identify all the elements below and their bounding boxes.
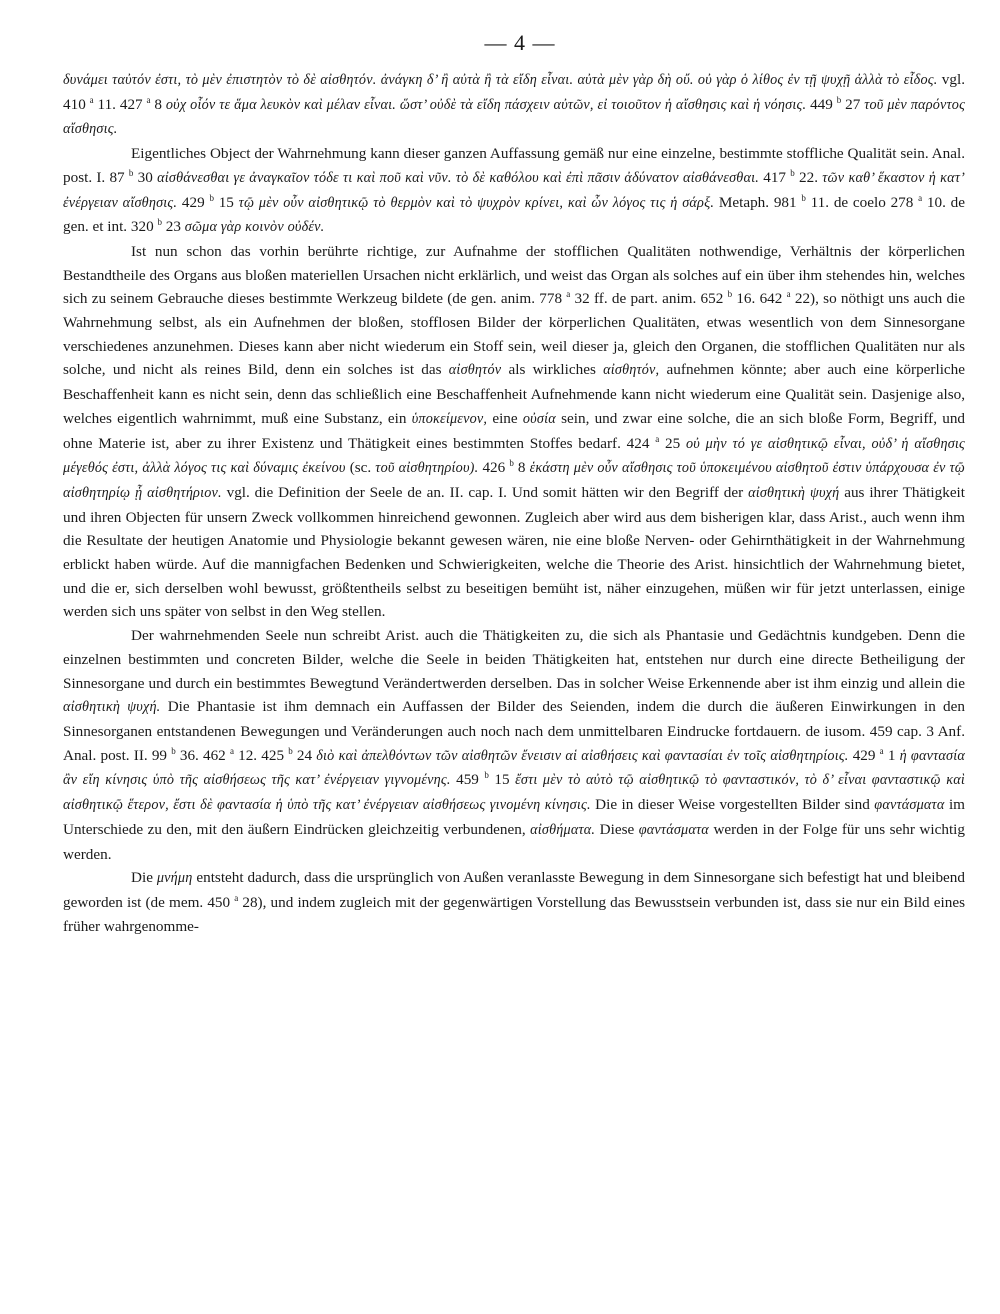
folio-side-marker: b bbox=[209, 192, 214, 203]
text-run: 426 bbox=[478, 459, 510, 477]
folio-side-marker: a bbox=[655, 433, 660, 444]
text-run: 32 ff. de part. anim. 652 bbox=[570, 290, 728, 308]
greek-quotation: ἑκάστη μὲν οὖν αἴσθησις τοῦ ὑποκειμένου αἰσθητοῦ ἐστιν ὑπάρχουσα ἐν τῷ αἰσθητηρίῳ ᾗ αἰσθητήριον. bbox=[63, 460, 966, 501]
greek-quotation: σῶμα γὰρ κοινὸν οὐδέν. bbox=[184, 219, 325, 236]
text-run: 25 bbox=[659, 434, 686, 452]
paragraph bbox=[63, 240, 965, 624]
text-run: Ist nun schon das vorhin berührte richtige, zur Aufnahme der stofflichen Qualitäten nothwendige, Verhältnis der körperlichen Bestandtheile des Organs aus bloßen materiellen Ursachen nicht erklärlich, und weist das Organ als solches auf ein über ihm stehendes hin, welches sich zu seinem Gebrauche dieses bestimmte Werkzeug bildete (de gen. anim. 778 bbox=[63, 242, 965, 308]
text-run: 36. 462 bbox=[175, 746, 230, 764]
text-run: Eigentliches Object der Wahrnehmung kann dieser ganzen Auffassung gemäß nur eine einzelne, bestimmte stoffliche Qualität sein. Anal. post. I. 87 bbox=[63, 145, 965, 186]
text-run: Die Phantasie ist ihm demnach ein Auffassen der Bilder des Seienden, indem die durch die äußeren Einwirkungen in den Sinnesorganen entstandenen Bewegungen und Veränderungen auch noch nach dem unmittelbaren Eindrucke fortdauern. de iusom. 459 cap. 3 Anf. Anal. post. II. 99 bbox=[63, 698, 965, 764]
folio-side-marker: b bbox=[484, 770, 489, 781]
folio-side-marker: b bbox=[790, 167, 795, 178]
greek-quotation: ὑποκείμενον, bbox=[411, 410, 488, 427]
text-run: Der wahrnehmenden Seele nun schreibt Arist. auch die Thätigkeiten zu, die sich als Phantasie und Gedächtnis kundgeben. Denn die einzelnen bestimmten und concreten Bilder, welche die Seele in beiden Thätigkeiten hat, entstehen nur durch eine directe Betheiligung der Sinnesorgane und durch ein bestimmtes Bewegtund Verändertwerden derselben. Das in solcher Weise Erkennende aber ist ihm einzig und allein die bbox=[63, 627, 965, 692]
text-run: 22), so nöthigt uns auch die Wahrnehmung selbst, als ein Aufnehmen der bloßen, stofflosen Bilder der körperlichen Qualitäten, etwas wesentlich von dem Sinnesorgane verschiedenes anzunehmen. Dieses kann aber nicht wiederum ein Stoff sein, weil dieser ja, gleich den Organen, die stofflichen Qualitäten nur als solche, und nicht als reines Bild, denn ein solches ist das bbox=[63, 290, 966, 379]
text-run: im Unterschiede zu den, mit den äußern Eindrücken gleichzeitig verbundenen, bbox=[63, 796, 965, 838]
greek-quotation: τῶν καθ’ ἕκαστον ἡ κατ’ ἐνέργειαν αἴσθησις. bbox=[63, 169, 966, 211]
folio-side-marker: b bbox=[128, 167, 134, 178]
greek-quotation: ἡ φαντασία ἂν εἴη κίνησις ὑπὸ τῆς αἰσθήσεως τῆς κατ’ ἐνέργειαν γιγνομένης. bbox=[63, 747, 966, 789]
text-run: 1 bbox=[883, 746, 900, 764]
paragraph bbox=[63, 624, 965, 866]
folio-side-marker: a bbox=[918, 192, 923, 203]
text-run: Diese bbox=[595, 820, 639, 838]
text-run: vgl. 410 bbox=[63, 71, 965, 113]
greek-quotation: οὐ μὴν τό γε αἰσθητικῷ εἶναι, οὐδ’ ἡ αἴσθησις μέγεθός ἐστι, ἀλλὰ λόγος τις καὶ δύναμις ἐκείνου bbox=[63, 435, 966, 477]
text-run: sein, und zwar eine solche, die an sich bloße Form, Begriff, und ohne Materie ist, aber zu ihrer Existenz und Thätigkeit eines bestimmten Stoffes bedarf. 424 bbox=[63, 409, 966, 452]
text-run: eine bbox=[487, 409, 523, 427]
greek-quotation: αἰσθήματα. bbox=[530, 821, 596, 838]
folio-side-marker: a bbox=[234, 892, 239, 903]
greek-quotation: αἰσθάνεσθαι γε ἀναγκαῖον τόδε τι καὶ ποῦ καὶ νῦν. τὸ δὲ καθόλου καὶ ἐπὶ πᾶσιν ἀδύνατον αἰσθάνεσθαι. bbox=[157, 169, 759, 186]
text-run: 429 bbox=[848, 746, 880, 764]
folio-side-marker: b bbox=[157, 217, 162, 228]
greek-quotation: φαντάσματα bbox=[874, 797, 945, 814]
text-run: (sc. bbox=[345, 459, 376, 477]
text-run: Die bbox=[131, 869, 157, 887]
text-run: entsteht dadurch, dass die ursprünglich von Außen veranlasste Bewegung in dem Sinnesorgane sich befestigt hat und bleibend geworden ist (de mem. 450 bbox=[63, 869, 965, 911]
text-run: Die in dieser Weise vorgestellten Bilder sind bbox=[590, 796, 875, 814]
greek-quotation: μνήμη bbox=[156, 870, 193, 887]
greek-quotation: τῷ μὲν οὖν αἰσθητικῷ τὸ θερμὸν καὶ τὸ ψυχρὸν κρίνει, καὶ ὧν λόγος τις ἡ σάρξ. bbox=[238, 194, 715, 211]
text-run: 417 bbox=[759, 168, 791, 186]
text-run: 30 bbox=[133, 168, 158, 186]
text-run: 27 bbox=[841, 95, 865, 113]
paragraph bbox=[63, 866, 965, 938]
text-run: 8 bbox=[513, 459, 530, 477]
text-run: 24 bbox=[292, 746, 317, 764]
text-run: aus ihrer Thätigkeit und ihren Objecten für unsern Zweck vollkommen hinreichend gewonnen. Zugleich aber wird aus dem bisherigen klar, dass Arist., auch wenn ihm die Resultate der heutigen Anatomie und Physiologie bekannt gewesen wären, nie eine bloße Nerven- oder Gehirnthätigkeit in der Wahrnehmung erblickt haben würde. Auf die mannigfachen Bedenken und Schwierigkeiten, welche die Theorie des Arist. hinsichtlich der Wahrnehmung bietet, und die er, sich derselben wohl bewusst, größtentheils selbst zu beseitigen bemüht ist, näher einzugehen, müßen wir für jetzt unterlassen, einige werden sich uns später von selbst in den Weg stellen. bbox=[63, 483, 965, 621]
page-number: — 4 — bbox=[484, 30, 556, 55]
text-run: 28), und indem zugleich mit der gegenwärtigen Vorstellung das Bewusstsein verbunden ist, dass sie nur ein Bild eines früher wahrgenomme- bbox=[63, 893, 965, 935]
folio-side-marker: a bbox=[146, 94, 151, 105]
folio-side-marker: a bbox=[229, 745, 234, 756]
text-run: 12. 425 bbox=[233, 746, 289, 764]
text-run: 429 bbox=[177, 193, 210, 211]
folio-side-marker: a bbox=[786, 289, 791, 300]
text-run: 11. 427 bbox=[93, 95, 147, 113]
text-run: 16. 642 bbox=[732, 290, 787, 308]
text-run: 8 bbox=[150, 95, 166, 113]
greek-quotation: φαντάσματα bbox=[638, 821, 709, 838]
text-run: als wirkliches bbox=[501, 361, 604, 379]
text-run: 22. bbox=[794, 168, 823, 186]
text-run: werden in der Folge für uns sehr wichtig werden. bbox=[63, 820, 965, 863]
text-run: 15 bbox=[488, 771, 516, 789]
greek-quotation: αἰσθητόν bbox=[448, 362, 502, 379]
folio-side-marker: b bbox=[509, 458, 514, 469]
text-run: 459 bbox=[450, 771, 485, 789]
folio-side-marker: b bbox=[836, 94, 842, 105]
greek-quotation: ἔστι μὲν τὸ αὐτὸ τῷ αἰσθητικῷ τὸ φανταστικόν, τὸ δ’ εἶναι φανταστικῷ καὶ αἰσθητικῷ ἕτερον, ἔστι δὲ φαντασία ἡ ὑπὸ τῆς κατ’ ἐνέργειαν αἰσθήσεως γινομένη κίνησις. bbox=[63, 772, 966, 814]
greek-quotation: τοῦ μὲν παρόντος αἴσθησις. bbox=[63, 96, 966, 138]
greek-quotation: οὐσία bbox=[522, 410, 556, 427]
folio-side-marker: b bbox=[727, 289, 733, 300]
text-run: 449 bbox=[806, 95, 837, 113]
greek-quotation: αἰσθητικὴ ψυχή. bbox=[63, 699, 161, 716]
text-run: 10. de gen. et int. 320 bbox=[63, 193, 965, 236]
greek-quotation: οὐχ οἷόν τε ἅμα λευκὸν καὶ μέλαν εἶναι. ὥστ’ οὐδὲ τὰ εἴδη πάσχειν αὐτῶν, εἰ τοιοῦτον ἡ αἴσθησις καὶ ἡ νόησις. bbox=[165, 96, 807, 113]
paragraph bbox=[63, 142, 965, 240]
paragraph bbox=[63, 68, 965, 142]
text-run: Metaph. 981 bbox=[714, 193, 802, 211]
greek-quotation: αἰσθητικὴ ψυχή bbox=[748, 484, 840, 501]
folio-side-marker: b bbox=[801, 192, 806, 203]
greek-quotation: δυνάμει ταὐτόν ἐστι, τὸ μὲν ἐπιστητὸν τὸ δὲ αἰσθητόν. ἀνάγκη δ’ ἢ αὐτὰ ἢ τὰ εἴδη εἶναι. αὐτὰ μὲν γὰρ δὴ οὔ. οὐ γὰρ ὁ λίθος ἐν τῇ ψυχῇ ἀλλὰ τὸ εἶδος. bbox=[63, 72, 938, 88]
text-run: vgl. die Definition der Seele de an. II. cap. I. Und somit hätten wir den Begriff der bbox=[221, 483, 749, 501]
text-run: 11. de coelo 278 bbox=[805, 193, 919, 211]
folio-side-marker: a bbox=[89, 94, 94, 105]
greek-quotation: αἰσθητόν, bbox=[603, 362, 660, 379]
greek-quotation: τοῦ αἰσθητηρίου). bbox=[375, 460, 479, 477]
folio-side-marker: b bbox=[171, 745, 176, 756]
folio-side-marker: a bbox=[566, 289, 571, 300]
text-run: aufnehmen könnte; aber auch eine körperliche Beschaffenheit kann es nicht sein, denn das schließlich eine Beschaffenheit Aufnehmende kann nicht wiederum eine Qualität sein. Dasjenige also, welches eigentlich wahrnimmt, muß eine Substanz, ein bbox=[63, 361, 965, 427]
folio-side-marker: a bbox=[879, 745, 884, 756]
folio-side-marker: b bbox=[288, 745, 293, 756]
text-run: 23 bbox=[161, 218, 185, 236]
greek-quotation: διὸ καὶ ἀπελθόντων τῶν αἰσθητῶν ἔνεισιν αἱ αἰσθήσεις καὶ φαντασίαι ἐν τοῖς αἰσθητηρίοις. bbox=[316, 747, 849, 764]
body-text bbox=[63, 68, 965, 938]
text-run: 15 bbox=[213, 193, 239, 211]
